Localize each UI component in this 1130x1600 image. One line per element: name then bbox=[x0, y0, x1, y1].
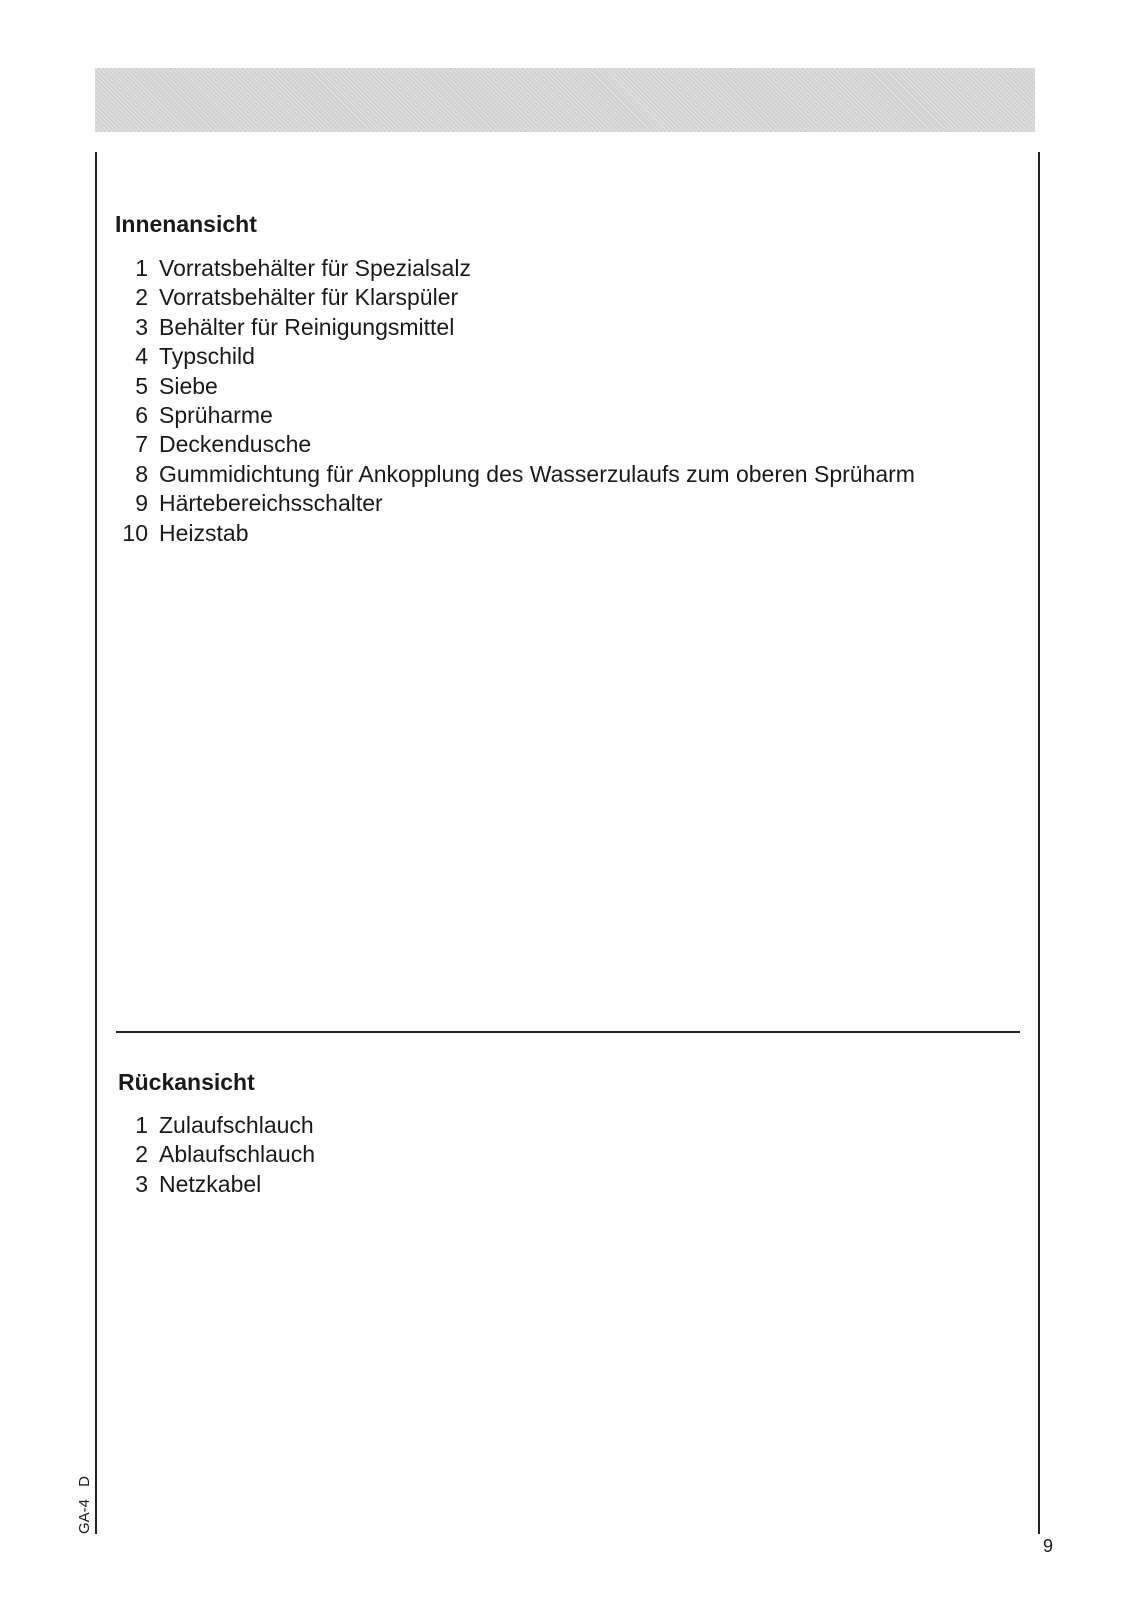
legend-item-label: Deckendusche bbox=[159, 431, 312, 458]
legend-item-number: 8 bbox=[135, 460, 148, 487]
legend-item bbox=[112, 1170, 315, 1199]
legend-item bbox=[112, 519, 915, 548]
legend-item bbox=[112, 489, 915, 518]
section-divider bbox=[116, 1031, 1020, 1033]
section-title-rueckansicht: Rückansicht bbox=[118, 1069, 255, 1095]
legend-list-innenansicht bbox=[112, 254, 915, 548]
legend-item-number: 2 bbox=[135, 284, 148, 311]
legend-item-label: Behälter für Reinigungsmittel bbox=[159, 313, 455, 340]
legend-item-label: Siebe bbox=[159, 372, 218, 399]
legend-item bbox=[112, 342, 915, 371]
legend-item-number: 5 bbox=[135, 372, 148, 399]
legend-item-number: 6 bbox=[135, 402, 148, 429]
legend-item-label: Zulaufschlauch bbox=[159, 1112, 314, 1138]
legend-item-label: Vorratsbehälter für Spezialsalz bbox=[159, 255, 471, 281]
legend-item-number: 9 bbox=[135, 490, 148, 517]
page-number: 9 bbox=[1043, 1536, 1054, 1556]
document-code: GA-4 D bbox=[76, 1475, 93, 1534]
legend-item bbox=[112, 1140, 315, 1169]
right-margin-rule bbox=[1038, 152, 1040, 1534]
legend-item bbox=[112, 401, 915, 430]
legend-item bbox=[112, 254, 915, 283]
legend-item bbox=[112, 283, 915, 312]
legend-list-rueckansicht bbox=[112, 1111, 315, 1199]
legend-item-label: Netzkabel bbox=[159, 1170, 262, 1197]
legend-item-label: Gummidichtung für Ankopplung des Wasserzulaufs zum oberen Sprüharm bbox=[159, 460, 915, 487]
legend-item bbox=[112, 1111, 315, 1140]
legend-item-label: Typschild bbox=[159, 343, 255, 370]
legend-item-number: 4 bbox=[135, 343, 148, 370]
legend-item-number: 3 bbox=[135, 313, 148, 340]
header-band bbox=[95, 68, 1035, 132]
legend-item-number: 7 bbox=[135, 431, 148, 458]
legend-item-label: Vorratsbehälter für Klarspüler bbox=[159, 284, 459, 311]
legend-item-label: Sprüharme bbox=[159, 402, 273, 429]
legend-item-number: 1 bbox=[135, 1112, 148, 1138]
legend-item bbox=[112, 372, 915, 401]
legend-item bbox=[112, 430, 915, 459]
legend-item-label: Ablaufschlauch bbox=[159, 1141, 315, 1168]
left-margin-rule bbox=[95, 152, 97, 1534]
legend-item bbox=[112, 313, 915, 342]
legend-item-number: 10 bbox=[122, 519, 148, 546]
legend-item-label: Heizstab bbox=[159, 519, 249, 546]
legend-item-number: 2 bbox=[135, 1141, 148, 1168]
legend-item-number: 3 bbox=[135, 1170, 148, 1197]
section-title-innenansicht: Innenansicht bbox=[115, 211, 257, 237]
legend-item-label: Härtebereichsschalter bbox=[159, 490, 383, 517]
legend-item bbox=[112, 460, 915, 489]
legend-item-number: 1 bbox=[135, 255, 148, 281]
